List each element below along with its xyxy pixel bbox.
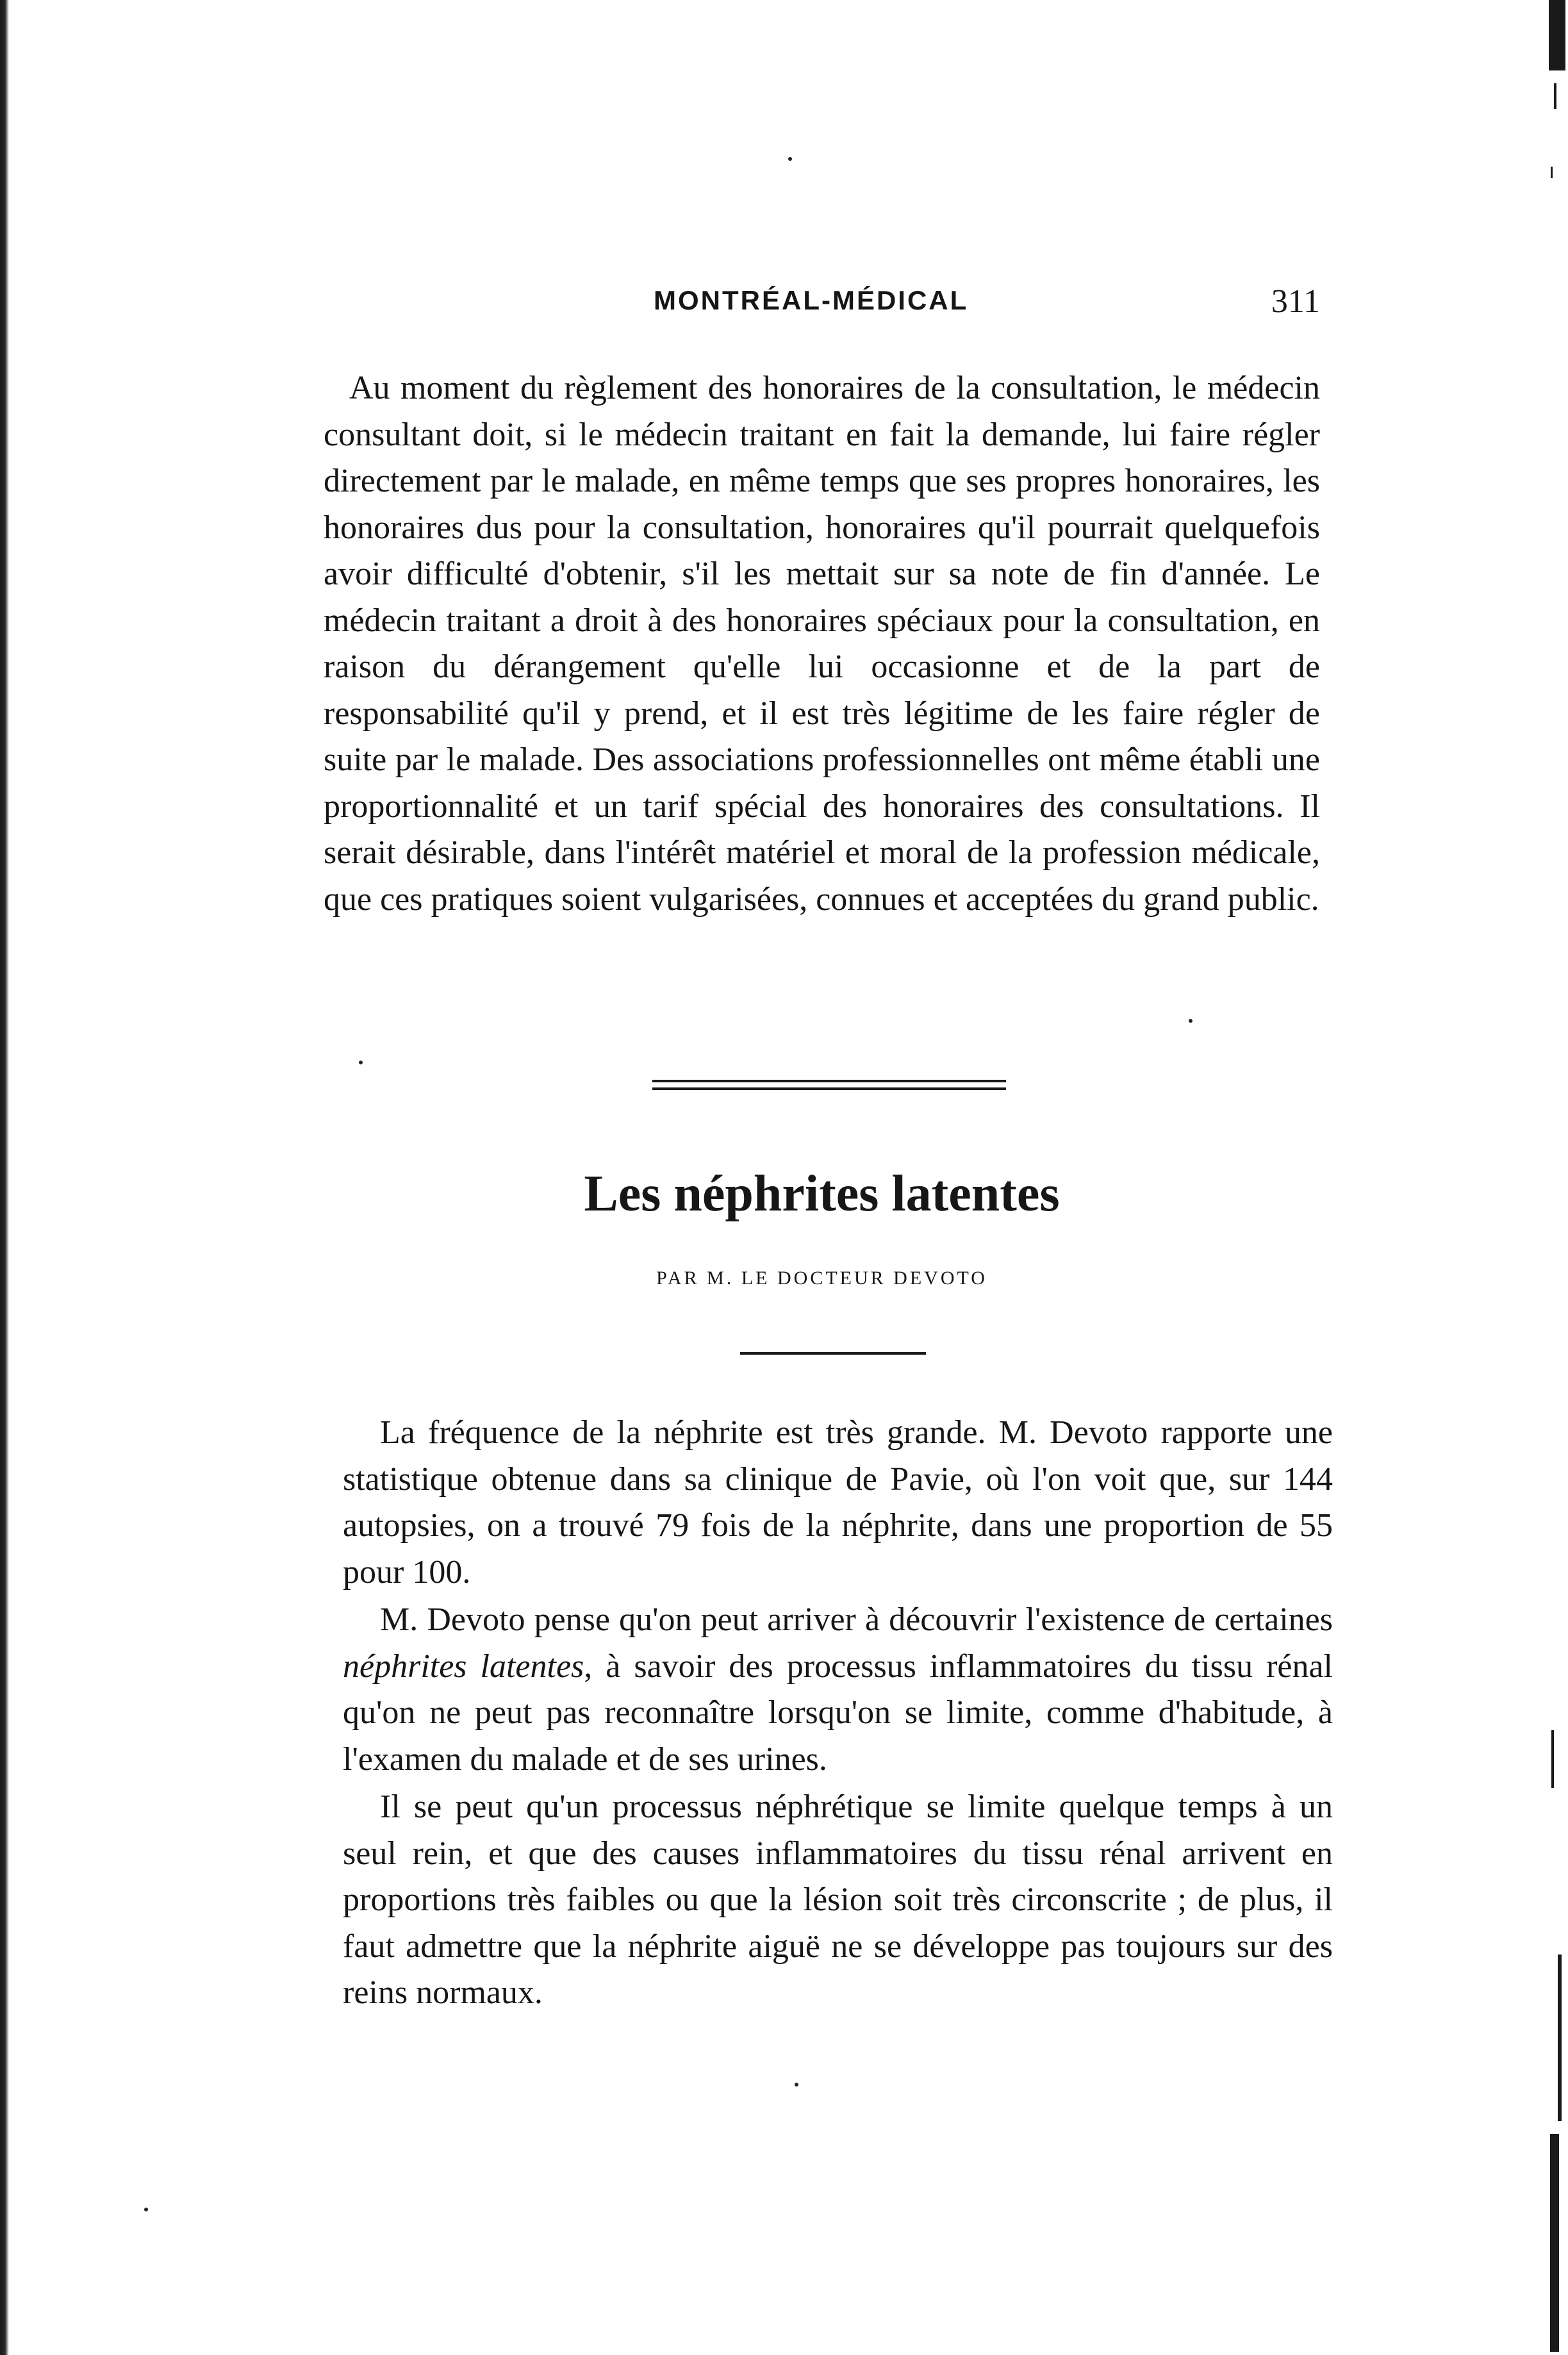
continued-paragraph: Au moment du règlement des honoraires de la consultation, le médecin consultant doit, si le médecin traitant en fait la demande, lui faire régler directement par le malade, en même temps que ses propres honoraires, les honoraires dus pour la consultation, honoraires qu'il pourrait quelquefois avoir difficulté d'obtenir, s'il les mettait sur sa note de fin d'année. Le médecin traitant a droit à des honoraires spéciaux pour la consultation, en raison du dérangement qu'elle lui occasionne et de la part de responsabilité qu'il y prend, et il est très légitime de les faire régler de suite par le malade. Des associations professionnelles ont même établi une proportionnalité et un tarif spécial des honoraires des consultations. Il serait désirable, dans l'intérêt matériel et moral de la profession médicale, que ces pratiques soient vulgarisées, connues et acceptées du grand public.: [324, 370, 1320, 918]
paragraph-2-text-start: M. Devoto pense qu'on peut arriver à découvrir l'existence de certaines: [380, 1601, 1333, 1638]
running-head: [320, 285, 1320, 330]
scan-speck: [144, 2208, 148, 2211]
article-body: [343, 1410, 1333, 2018]
scan-edge-right: [1530, 0, 1568, 2355]
italic-term: néphrites latentes: [343, 1648, 584, 1685]
journal-title: MONTRÉAL-MÉDICAL: [654, 285, 969, 315]
article-paragraph-3: Il se peut qu'un processus néphrétique se limite quelque temps à un seul rein, et que des causes inflammatoires du tissu rénal arrivent en proportions très faibles ou que la lésion soit très circonscrite ; de plus, il faut admettre que la néphrite aiguë ne se développe pas toujours sur des reins normaux.: [343, 1789, 1333, 2011]
scan-speck: [1189, 1019, 1193, 1023]
scan-speck: [359, 1061, 363, 1064]
section-divider: [652, 1080, 1006, 1090]
article-byline: PAR M. LE DOCTEUR DEVOTO: [656, 1268, 987, 1289]
article-paragraph-1: La fréquence de la néphrite est très grande. M. Devoto rapporte une statistique obtenue dans sa clinique de Pavie, où l'on voit que, sur 144 autopsies, on a trouvé 79 fois de la néphrite, dans une proportion de 55 pour 100.: [343, 1414, 1333, 1591]
scan-speck: [788, 157, 792, 161]
scan-speck: [795, 2083, 798, 2086]
byline-rule: [740, 1352, 926, 1355]
scan-edge-left: [0, 0, 9, 2355]
page-number: 311: [1271, 283, 1320, 320]
paragraph-2-text-end: , à savoir des processus inflammatoires du tissu rénal qu'on ne peut pas reconnaître lorsqu'on se limite, comme d'habitude, à l'examen du malade et de ses urines.: [343, 1648, 1333, 1778]
article-title: Les néphrites latentes: [584, 1166, 1060, 1222]
article-paragraph-2: [343, 1597, 1333, 1783]
